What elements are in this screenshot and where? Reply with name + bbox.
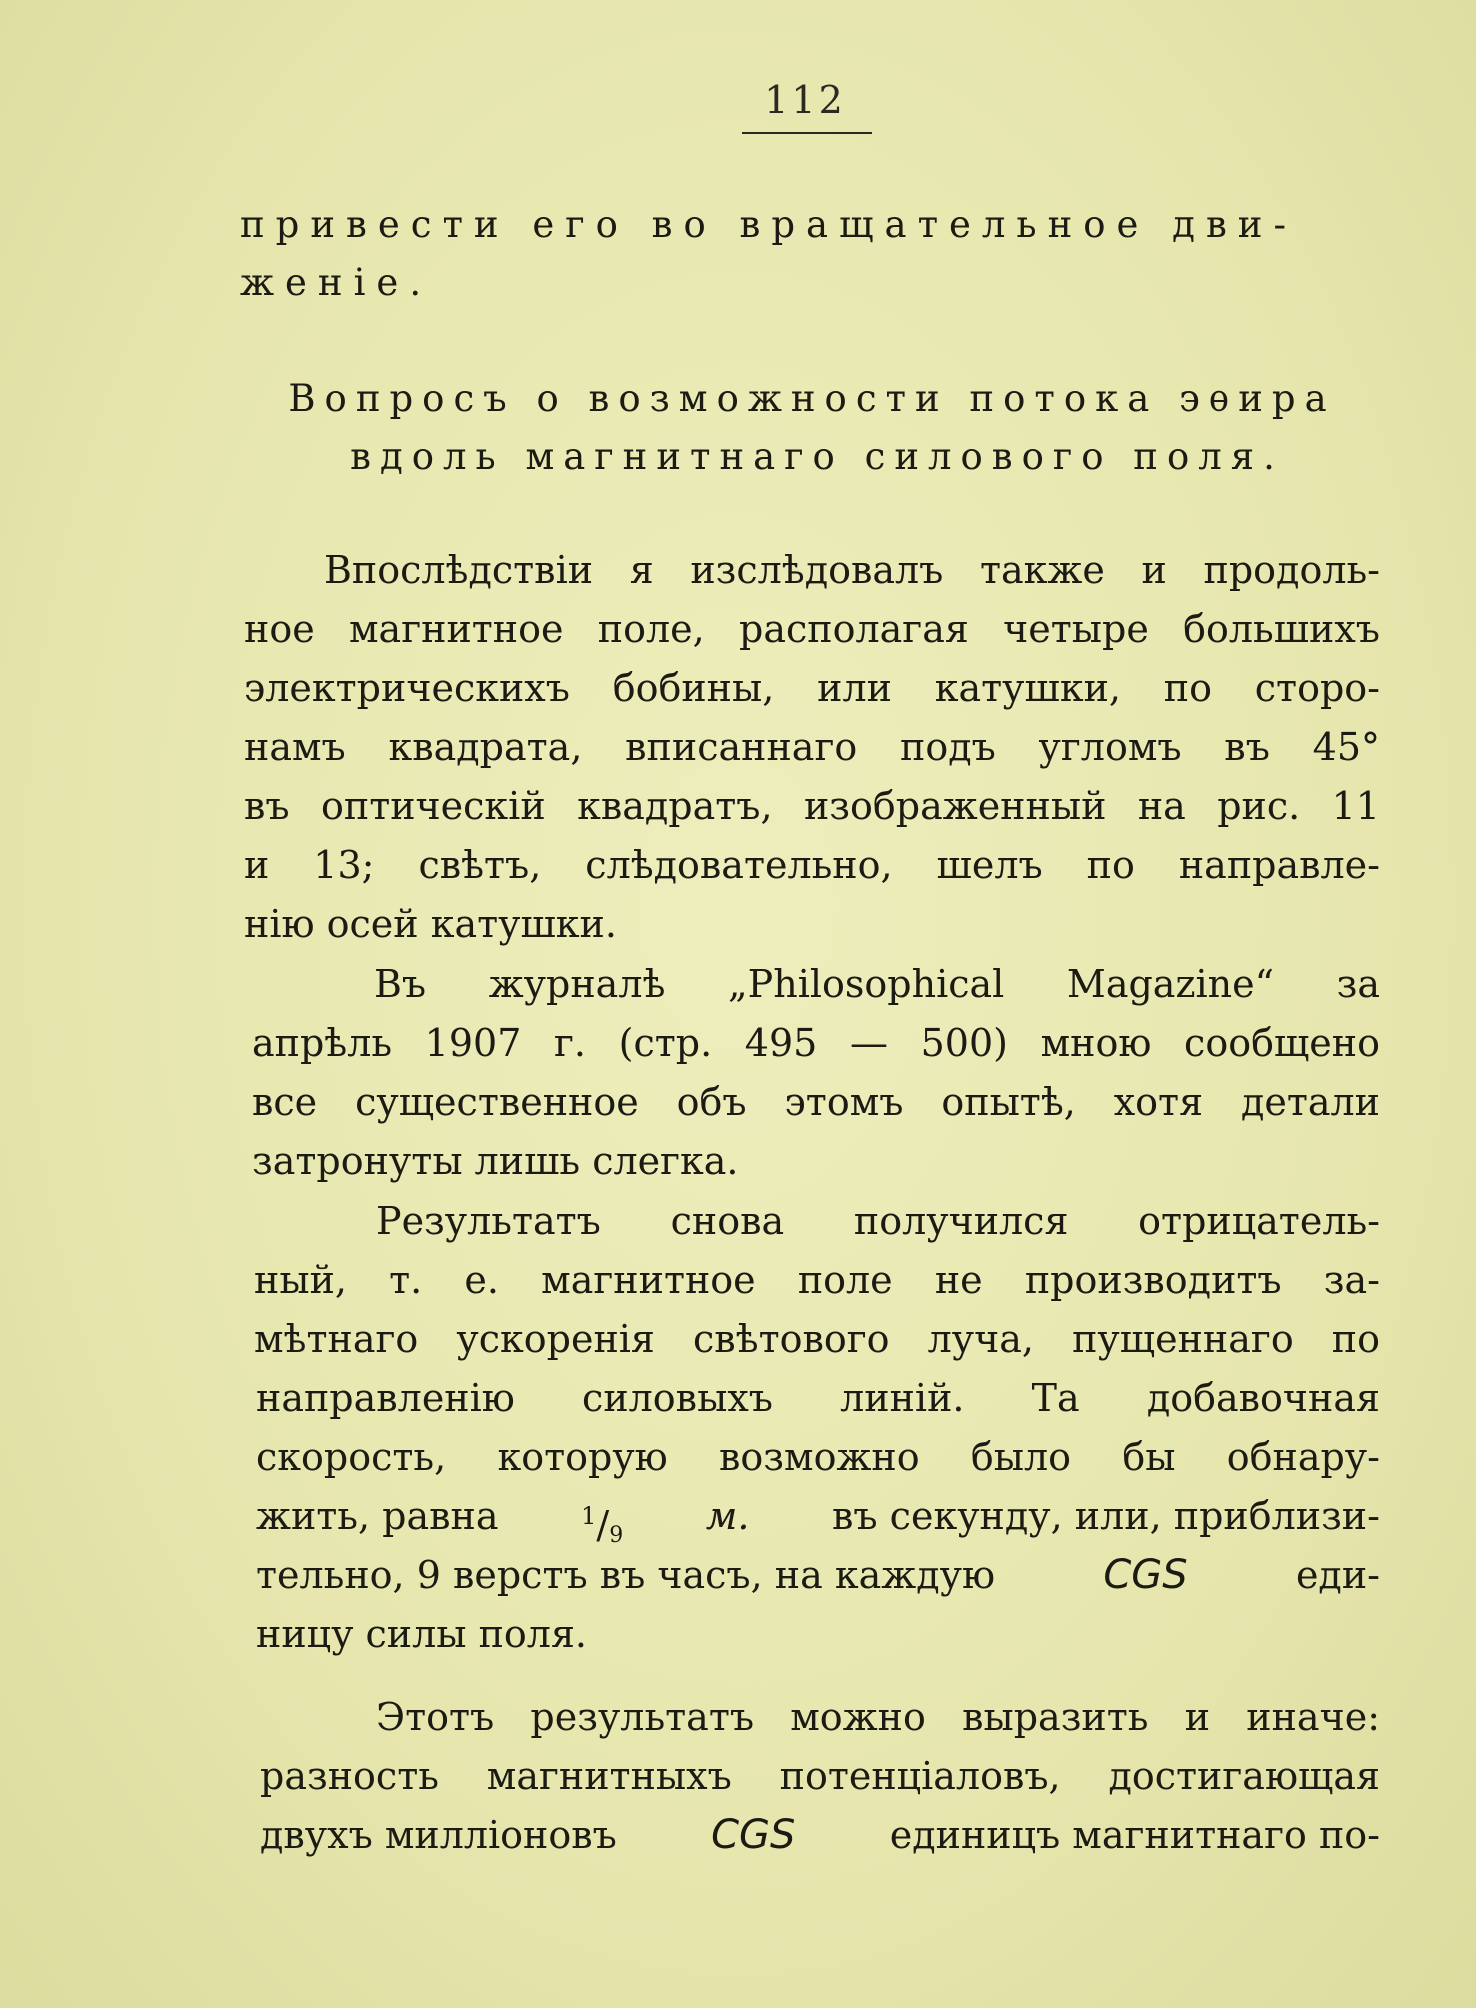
top-text-line-1: привести его во вращательное дви-: [240, 203, 1297, 246]
cgs-unit-2: CGS: [711, 1812, 796, 1858]
section-heading-line-2: вдоль магнитнаго силового поля.: [350, 435, 1284, 478]
p2-line-3: все существенное объ этомъ опытѣ, хотя детали: [252, 1080, 1380, 1124]
p1-line-2: ное магнитное поле, располагая четыре большихъ: [244, 607, 1380, 651]
p1-line-3: электрическихъ бобины, или катушки, по сторо-: [244, 666, 1380, 710]
page-number: 112: [764, 78, 846, 122]
p3-line-7-start: тельно, 9 верстъ въ часъ, на каждую: [256, 1553, 996, 1597]
p3-line-2: ный, т. е. магнитное поле не производитъ за-: [254, 1258, 1380, 1302]
page-number-rule: [742, 132, 872, 134]
p3-line-6: [256, 1487, 1380, 1548]
p3-line-8: ницу силы поля.: [256, 1612, 587, 1656]
p4-line-2: разность магнитныхъ потенціаловъ, достигающая: [260, 1754, 1380, 1798]
p3-line-3: мѣтнаго ускоренія свѣтового луча, пущеннаго по: [254, 1317, 1380, 1361]
p4-line-3-start: двухъ милліоновъ: [260, 1813, 617, 1857]
cgs-unit: CGS: [1103, 1552, 1188, 1598]
p4-line-1: Этотъ результатъ можно выразить и иначе:: [376, 1695, 1380, 1739]
p3-line-4: направленію силовыхъ линій. Та добавочная: [256, 1376, 1380, 1420]
p3-line-6-start: жить, равна: [256, 1494, 499, 1538]
top-text-line-2: женіе.: [240, 261, 433, 304]
p1-line-5: въ оптическій квадратъ, изображенный на рис. 11: [244, 784, 1380, 828]
p1-line-4: намъ квадрата, вписаннаго подъ угломъ въ 45°: [244, 725, 1380, 769]
p4-line-3: [260, 1806, 1380, 1864]
p2-line-2: апрѣль 1907 г. (стр. 495 — 500) мною сообщено: [252, 1021, 1380, 1065]
p3-line-7: [256, 1546, 1380, 1604]
p3-line-1: Результатъ снова получился отрицатель-: [376, 1199, 1380, 1243]
p3-line-5: скорость, которую возможно было бы обнару-: [256, 1435, 1380, 1479]
p4-line-3-end: единицъ магнитнаго по-: [889, 1813, 1380, 1857]
p1-line-1: Впослѣдствіи я изслѣдовалъ также и продоль-: [324, 548, 1380, 592]
unit-meter: м.: [705, 1494, 750, 1538]
p3-line-7-end: еди-: [1295, 1553, 1380, 1597]
p2-line-1: Въ журналѣ „Philosophical Magazine“ за: [374, 962, 1380, 1006]
p2-line-4: затронуты лишь слегка.: [252, 1139, 739, 1183]
section-heading-line-1: Вопросъ о возможности потока эѳира: [288, 377, 1336, 420]
p1-line-6: и 13; свѣтъ, слѣдовательно, шелъ по направле-: [244, 843, 1380, 887]
p3-line-6-end: въ секунду, или, приблизи-: [832, 1494, 1380, 1538]
p1-line-7: нію осей катушки.: [244, 902, 617, 946]
fraction-one-ninth: $^1/_9$: [581, 1502, 624, 1548]
